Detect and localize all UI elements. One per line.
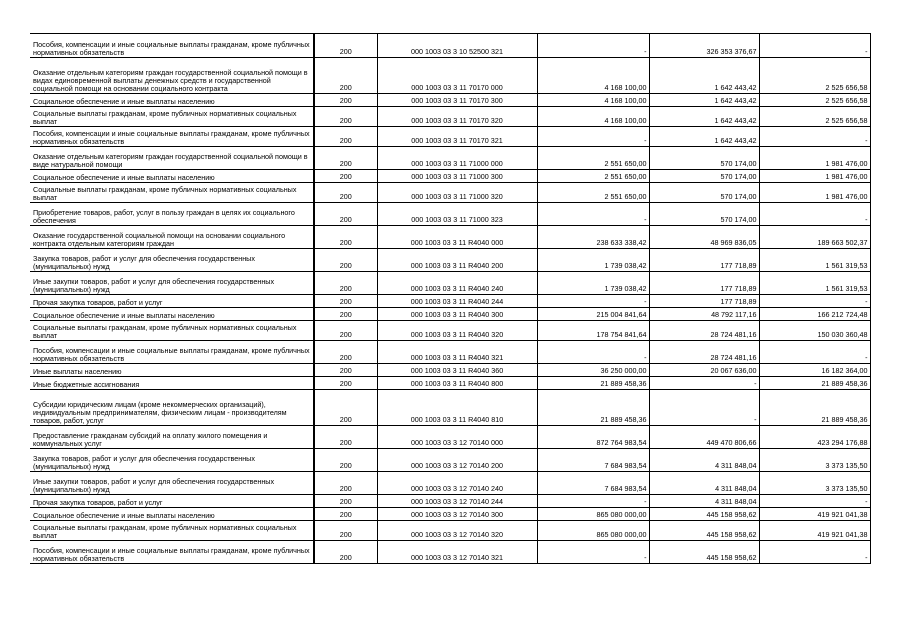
row-line-code: 200 — [314, 308, 377, 321]
row-line-code: 200 — [314, 147, 377, 170]
row-name: Закупка товаров, работ и услуг для обеспечения государственных (муниципальных) нужд — [30, 449, 314, 472]
row-approved: 4 168 100,00 — [537, 94, 649, 107]
row-budget-code: 000 1003 03 3 11 R4040 244 — [377, 295, 537, 308]
row-name: Иные закупки товаров, работ и услуг для обеспечения государственных (муниципальных) нужд — [30, 272, 314, 295]
row-executed: 28 724 481,16 — [649, 341, 759, 364]
row-line-code: 200 — [314, 203, 377, 226]
row-unexecuted: - — [759, 34, 870, 58]
row-line-code: 200 — [314, 226, 377, 249]
table-row — [30, 226, 870, 249]
row-budget-code: 000 1003 03 3 12 70140 000 — [377, 426, 537, 449]
table-row — [30, 472, 870, 495]
row-line-code: 200 — [314, 377, 377, 390]
row-budget-code: 000 1003 03 3 11 71000 000 — [377, 147, 537, 170]
row-approved: - — [537, 541, 649, 564]
row-unexecuted: - — [759, 541, 870, 564]
row-executed: 570 174,00 — [649, 203, 759, 226]
row-approved: 4 168 100,00 — [537, 107, 649, 127]
row-executed: 570 174,00 — [649, 147, 759, 170]
table-row — [30, 321, 870, 341]
row-budget-code: 000 1003 03 3 11 R4040 810 — [377, 390, 537, 426]
row-name: Социальные выплаты гражданам, кроме публичных нормативных социальных выплат — [30, 521, 314, 541]
row-name: Приобретение товаров, работ, услуг в пользу граждан в целях их социального обеспечения — [30, 203, 314, 226]
row-executed: 177 718,89 — [649, 272, 759, 295]
row-unexecuted: - — [759, 495, 870, 508]
row-name: Иные выплаты населению — [30, 364, 314, 377]
row-line-code: 200 — [314, 321, 377, 341]
row-name: Социальные выплаты гражданам, кроме публичных нормативных социальных выплат — [30, 107, 314, 127]
budget-table — [30, 33, 871, 564]
row-name: Оказание отдельным категориям граждан государственной социальной помощи в виде натуральной помощи — [30, 147, 314, 170]
table-row — [30, 495, 870, 508]
row-executed: 4 311 848,04 — [649, 449, 759, 472]
row-approved: 1 739 038,42 — [537, 272, 649, 295]
row-name: Закупка товаров, работ и услуг для обеспечения государственных (муниципальных) нужд — [30, 249, 314, 272]
row-line-code: 200 — [314, 541, 377, 564]
row-unexecuted: 189 663 502,37 — [759, 226, 870, 249]
table-row — [30, 272, 870, 295]
table-row — [30, 249, 870, 272]
row-line-code: 200 — [314, 508, 377, 521]
row-unexecuted: 3 373 135,50 — [759, 472, 870, 495]
row-executed: 48 969 836,05 — [649, 226, 759, 249]
row-approved: - — [537, 295, 649, 308]
row-name: Пособия, компенсации и иные социальные выплаты гражданам, кроме публичных нормативных обязательств — [30, 34, 314, 58]
row-name: Субсидии юридическим лицам (кроме некоммерческих организаций), индивидуальным предпринимателям, физическим лицам - производителям товаров, работ, услуг — [30, 390, 314, 426]
table-row — [30, 58, 870, 94]
row-budget-code: 000 1003 03 3 11 R4040 200 — [377, 249, 537, 272]
budget-table-body — [30, 34, 870, 564]
table-row — [30, 426, 870, 449]
table-row — [30, 390, 870, 426]
row-unexecuted: 2 525 656,58 — [759, 107, 870, 127]
row-budget-code: 000 1003 03 3 11 70170 321 — [377, 127, 537, 147]
row-line-code: 200 — [314, 34, 377, 58]
row-budget-code: 000 1003 03 3 11 70170 320 — [377, 107, 537, 127]
row-line-code: 200 — [314, 426, 377, 449]
row-approved: 7 684 983,54 — [537, 472, 649, 495]
row-executed: 20 067 636,00 — [649, 364, 759, 377]
table-row — [30, 203, 870, 226]
row-approved: 865 080 000,00 — [537, 521, 649, 541]
row-budget-code: 000 1003 03 3 12 70140 240 — [377, 472, 537, 495]
row-budget-code: 000 1003 03 3 11 R4040 300 — [377, 308, 537, 321]
row-line-code: 200 — [314, 272, 377, 295]
row-name: Социальные выплаты гражданам, кроме публичных нормативных социальных выплат — [30, 183, 314, 203]
row-executed: 28 724 481,16 — [649, 321, 759, 341]
row-executed: 1 642 443,42 — [649, 107, 759, 127]
row-name: Прочая закупка товаров, работ и услуг — [30, 495, 314, 508]
row-executed: 449 470 806,66 — [649, 426, 759, 449]
table-row — [30, 147, 870, 170]
row-executed: 570 174,00 — [649, 183, 759, 203]
row-budget-code: 000 1003 03 3 11 R4040 000 — [377, 226, 537, 249]
row-unexecuted: 1 561 319,53 — [759, 249, 870, 272]
row-unexecuted: 16 182 364,00 — [759, 364, 870, 377]
row-name: Прочая закупка товаров, работ и услуг — [30, 295, 314, 308]
row-line-code: 200 — [314, 170, 377, 183]
row-approved: 215 004 841,64 — [537, 308, 649, 321]
row-executed: - — [649, 390, 759, 426]
row-executed: 177 718,89 — [649, 295, 759, 308]
row-line-code: 200 — [314, 449, 377, 472]
row-unexecuted: - — [759, 127, 870, 147]
row-name: Предоставление гражданам субсидий на оплату жилого помещения и коммунальных услуг — [30, 426, 314, 449]
row-line-code: 200 — [314, 495, 377, 508]
row-line-code: 200 — [314, 295, 377, 308]
row-unexecuted: 2 525 656,58 — [759, 58, 870, 94]
row-line-code: 200 — [314, 521, 377, 541]
row-name: Социальное обеспечение и иные выплаты населению — [30, 170, 314, 183]
row-executed: 4 311 848,04 — [649, 472, 759, 495]
row-executed: 570 174,00 — [649, 170, 759, 183]
table-row — [30, 377, 870, 390]
row-unexecuted: 21 889 458,36 — [759, 390, 870, 426]
row-unexecuted: 1 981 476,00 — [759, 170, 870, 183]
row-executed: 445 158 958,62 — [649, 521, 759, 541]
row-approved: 238 633 338,42 — [537, 226, 649, 249]
row-budget-code: 000 1003 03 3 10 52500 321 — [377, 34, 537, 58]
row-approved: 21 889 458,36 — [537, 377, 649, 390]
row-budget-code: 000 1003 03 3 11 71000 320 — [377, 183, 537, 203]
row-executed: 4 311 848,04 — [649, 495, 759, 508]
row-unexecuted: 3 373 135,50 — [759, 449, 870, 472]
row-approved: 1 739 038,42 — [537, 249, 649, 272]
row-approved: - — [537, 495, 649, 508]
row-budget-code: 000 1003 03 3 12 70140 320 — [377, 521, 537, 541]
row-budget-code: 000 1003 03 3 12 70140 300 — [377, 508, 537, 521]
row-executed: 445 158 958,62 — [649, 508, 759, 521]
row-unexecuted: 1 561 319,53 — [759, 272, 870, 295]
row-executed: 1 642 443,42 — [649, 127, 759, 147]
row-line-code: 200 — [314, 127, 377, 147]
row-unexecuted: 419 921 041,38 — [759, 521, 870, 541]
table-row — [30, 107, 870, 127]
row-unexecuted: - — [759, 341, 870, 364]
row-unexecuted: 2 525 656,58 — [759, 94, 870, 107]
row-executed: 326 353 376,67 — [649, 34, 759, 58]
row-line-code: 200 — [314, 107, 377, 127]
row-name: Иные бюджетные ассигнования — [30, 377, 314, 390]
row-name: Пособия, компенсации и иные социальные выплаты гражданам, кроме публичных нормативных обязательств — [30, 541, 314, 564]
row-line-code: 200 — [314, 58, 377, 94]
row-line-code: 200 — [314, 341, 377, 364]
table-row — [30, 34, 870, 58]
row-name: Оказание отдельным категориям граждан государственной социальной помощи в видах единовременной выплаты денежных средств и государственной социальной помощи на основании социального контракта — [30, 58, 314, 94]
row-name: Иные закупки товаров, работ и услуг для обеспечения государственных (муниципальных) нужд — [30, 472, 314, 495]
row-budget-code: 000 1003 03 3 11 71000 323 — [377, 203, 537, 226]
row-unexecuted: 150 030 360,48 — [759, 321, 870, 341]
row-executed: 1 642 443,42 — [649, 58, 759, 94]
row-unexecuted: 166 212 724,48 — [759, 308, 870, 321]
table-row — [30, 183, 870, 203]
row-approved: - — [537, 34, 649, 58]
row-executed: 445 158 958,62 — [649, 541, 759, 564]
row-budget-code: 000 1003 03 3 11 R4040 320 — [377, 321, 537, 341]
row-executed: 1 642 443,42 — [649, 94, 759, 107]
row-approved: 872 764 983,54 — [537, 426, 649, 449]
row-budget-code: 000 1003 03 3 11 70170 000 — [377, 58, 537, 94]
row-approved: 2 551 650,00 — [537, 183, 649, 203]
table-row — [30, 521, 870, 541]
row-budget-code: 000 1003 03 3 11 R4040 240 — [377, 272, 537, 295]
row-unexecuted: 21 889 458,36 — [759, 377, 870, 390]
row-unexecuted: 1 981 476,00 — [759, 183, 870, 203]
row-budget-code: 000 1003 03 3 11 R4040 360 — [377, 364, 537, 377]
table-row — [30, 295, 870, 308]
table-row — [30, 364, 870, 377]
row-executed: - — [649, 377, 759, 390]
table-row — [30, 170, 870, 183]
row-line-code: 200 — [314, 364, 377, 377]
row-budget-code: 000 1003 03 3 12 70140 200 — [377, 449, 537, 472]
table-row — [30, 449, 870, 472]
row-approved: - — [537, 203, 649, 226]
row-executed: 48 792 117,16 — [649, 308, 759, 321]
row-unexecuted: - — [759, 295, 870, 308]
row-unexecuted: 423 294 176,88 — [759, 426, 870, 449]
row-approved: - — [537, 127, 649, 147]
row-line-code: 200 — [314, 94, 377, 107]
table-row — [30, 541, 870, 564]
row-approved: 2 551 650,00 — [537, 147, 649, 170]
row-line-code: 200 — [314, 249, 377, 272]
row-line-code: 200 — [314, 183, 377, 203]
row-budget-code: 000 1003 03 3 11 R4040 800 — [377, 377, 537, 390]
row-approved: - — [537, 341, 649, 364]
row-line-code: 200 — [314, 472, 377, 495]
row-name: Социальное обеспечение и иные выплаты населению — [30, 508, 314, 521]
row-approved: 7 684 983,54 — [537, 449, 649, 472]
row-name: Пособия, компенсации и иные социальные выплаты гражданам, кроме публичных нормативных обязательств — [30, 127, 314, 147]
row-budget-code: 000 1003 03 3 12 70140 321 — [377, 541, 537, 564]
row-approved: 2 551 650,00 — [537, 170, 649, 183]
table-row — [30, 94, 870, 107]
row-name: Социальное обеспечение и иные выплаты населению — [30, 308, 314, 321]
table-row — [30, 127, 870, 147]
table-row — [30, 341, 870, 364]
row-budget-code: 000 1003 03 3 11 R4040 321 — [377, 341, 537, 364]
row-unexecuted: 419 921 041,38 — [759, 508, 870, 521]
table-row — [30, 508, 870, 521]
row-approved: 4 168 100,00 — [537, 58, 649, 94]
table-row — [30, 308, 870, 321]
row-budget-code: 000 1003 03 3 11 70170 300 — [377, 94, 537, 107]
row-approved: 36 250 000,00 — [537, 364, 649, 377]
row-budget-code: 000 1003 03 3 12 70140 244 — [377, 495, 537, 508]
budget-execution-sheet — [30, 33, 870, 564]
row-budget-code: 000 1003 03 3 11 71000 300 — [377, 170, 537, 183]
row-unexecuted: - — [759, 203, 870, 226]
row-approved: 865 080 000,00 — [537, 508, 649, 521]
row-unexecuted: 1 981 476,00 — [759, 147, 870, 170]
row-executed: 177 718,89 — [649, 249, 759, 272]
row-name: Социальное обеспечение и иные выплаты населению — [30, 94, 314, 107]
row-name: Социальные выплаты гражданам, кроме публичных нормативных социальных выплат — [30, 321, 314, 341]
row-approved: 178 754 841,64 — [537, 321, 649, 341]
row-approved: 21 889 458,36 — [537, 390, 649, 426]
row-name: Пособия, компенсации и иные социальные выплаты гражданам, кроме публичных нормативных обязательств — [30, 341, 314, 364]
row-line-code: 200 — [314, 390, 377, 426]
row-name: Оказание государственной социальной помощи на основании социального контракта отдельным категориям граждан — [30, 226, 314, 249]
